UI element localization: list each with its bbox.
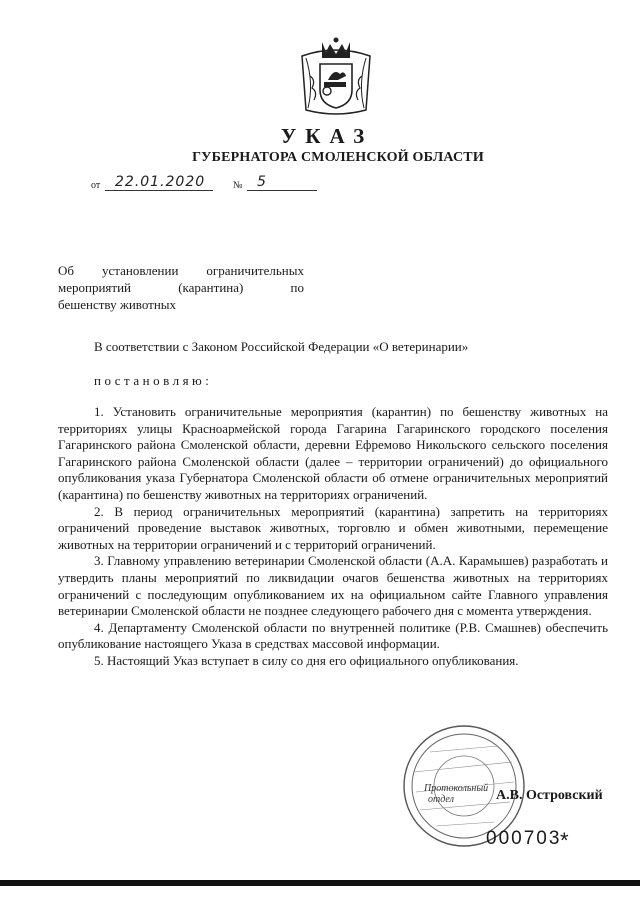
document-title: УКАЗ	[280, 124, 374, 148]
item-paragraph: 1. Установить ограничительные мероприятия (карантин) по бешенству животных на территориях улицы Красноармейской города Гагарина Гагаринского городского поселения Гагаринского района Смоленской области, деревни Ефремово Никольского сельского поселения Гагаринского района Смоленской области (далее – территории ограничений) до официального опубликования указа Губернатора Смоленской области об отмене ограничительных мероприятий (карантина) по бешенству животных на территориях ограничений.	[58, 404, 608, 502]
document-serial-number: 000703	[486, 828, 562, 849]
asterisk-mark: *	[560, 828, 569, 853]
number-value: 5	[257, 174, 267, 190]
topic-line: бешенству животных	[58, 297, 177, 312]
document-topic	[58, 262, 304, 313]
bottom-scan-border	[0, 880, 640, 886]
number-underline	[247, 190, 317, 191]
coat-of-arms-icon	[294, 36, 378, 120]
resolve-word: постановляю:	[94, 373, 213, 388]
date-value: 22.01.2020	[115, 174, 206, 190]
number-label: №	[233, 180, 243, 191]
item-paragraph: 4. Департаменту Смоленской области по внутренней политике (Р.В. Смашнев) обеспечить опубликование настоящего Указа в средствах массовой информации.	[58, 619, 608, 652]
item-paragraph: 3. Главному управлению ветеринарии Смоленской области (А.А. Карамышев) разработать и утвердить планы мероприятий по ликвидации очагов бешенства животных на территориях ограничений с последующим опубликованием их на официальном сайте Главного управления ветеринарии Смоленской области не позднее следующего рабочего дня с момента утверждения.	[58, 553, 608, 619]
item-paragraph: 2. В период ограничительных мероприятий (карантина) запретить на территориях ограничений проведение выставок животных, торговлю и обмен животными, перемещение животных на территории ограничений и с территорий ограничений.	[58, 503, 608, 552]
date-label: от	[91, 180, 101, 191]
topic-line: Об установлении ограничительных	[58, 263, 304, 278]
signer-name: А.В. Островский	[496, 788, 603, 803]
seal-label	[424, 783, 488, 805]
seal-label-line: Протокольный	[424, 783, 489, 794]
seal-label-line: отдел	[428, 794, 454, 805]
document-body	[58, 404, 608, 670]
item-paragraph: 5. Настоящий Указ вступает в силу со дня его официального опубликования.	[94, 652, 519, 668]
topic-line: мероприятий (карантина) по	[58, 280, 304, 295]
date-underline	[105, 190, 213, 191]
document-subtitle: ГУБЕРНАТОРА СМОЛЕНСКОЙ ОБЛАСТИ	[192, 150, 484, 165]
intro-paragraph: В соответствии с Законом Российской Федерации «О ветеринарии»	[94, 339, 469, 354]
